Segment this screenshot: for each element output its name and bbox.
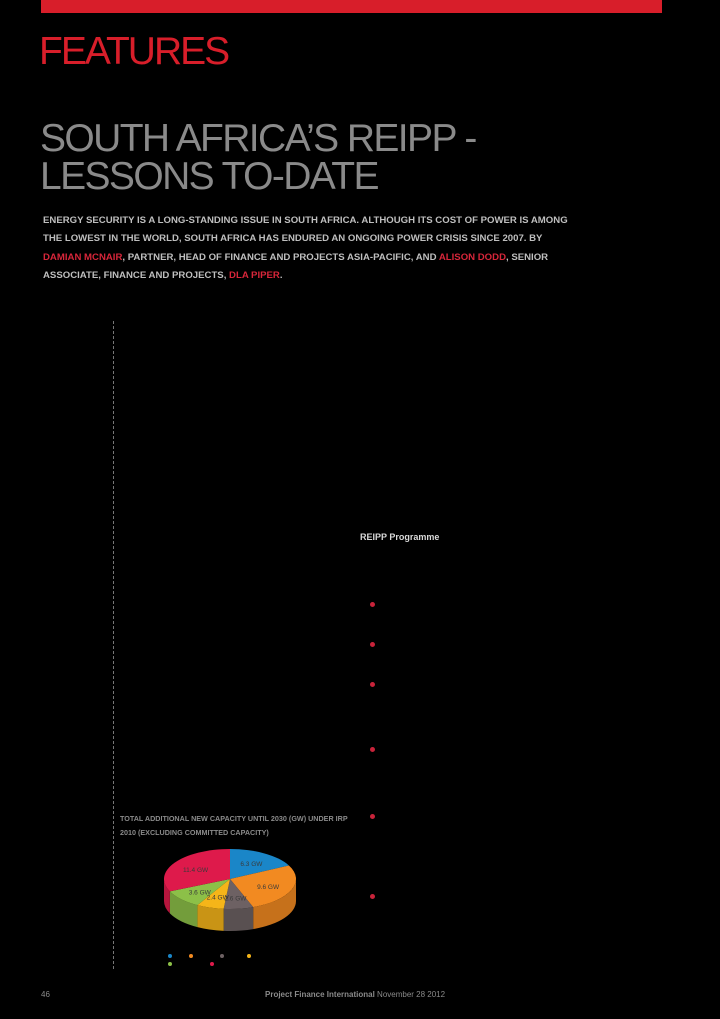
headline-line-2: LESSONS TO-DATE (40, 155, 378, 198)
pie-slice-label: 11.4 GW (183, 866, 209, 874)
legend-swatch (168, 962, 172, 966)
bullet-point (370, 682, 375, 687)
pie-slice-side (224, 907, 254, 931)
pie-slice-label: 9.6 GW (257, 883, 280, 891)
bullet-point (370, 747, 375, 752)
publication-date: November 28 2012 (374, 990, 446, 999)
capacity-pie-chart (160, 843, 305, 938)
pie-slice-label: 2.6 GW (224, 895, 247, 903)
standfirst (43, 212, 583, 285)
chart-title: TOTAL ADDITIONAL NEW CAPACITY UNTIL 2030 (GW) UNDER IRP 2010 (EXCLUDING COMMITTED CAPACITY) (120, 814, 348, 837)
pie-slice-label: 6.3 GW (240, 861, 263, 869)
pie-slice-label: 3.6 GW (188, 889, 211, 897)
legend-swatch (168, 954, 172, 958)
publication-credit (265, 990, 445, 999)
standfirst-text-3: , SENIOR ASSOCIATE, FINANCE AND PROJECTS, (43, 251, 549, 281)
standfirst-text-2: , PARTNER, HEAD OF FINANCE AND PROJECTS ASIA-PACIFIC, AND (122, 251, 439, 263)
headline-line-1: SOUTH AFRICA’S REIPP - (40, 117, 476, 160)
section-label: FEATURES (39, 30, 229, 73)
page-number: 46 (41, 990, 50, 999)
legend-swatch (189, 954, 193, 958)
article-headline (40, 117, 600, 198)
bullet-point (370, 642, 375, 647)
author-2: ALISON DODD (438, 251, 506, 263)
publication-name: Project Finance International (265, 990, 375, 999)
box-title: REIPP Programme (360, 532, 440, 542)
bullet-point (370, 894, 375, 899)
author-1: DAMIAN MCNAIR (43, 251, 123, 263)
bullet-point (370, 602, 375, 607)
legend-swatch (247, 954, 251, 958)
legend-swatch (220, 954, 224, 958)
column-divider (113, 321, 114, 969)
law-firm: DLA PIPER (229, 269, 280, 281)
bullet-point (370, 814, 375, 819)
pie-slice-label: 2.4 GW (206, 894, 229, 902)
top-accent-bar (41, 0, 662, 13)
legend-swatch (210, 962, 214, 966)
standfirst-text-1: ENERGY SECURITY IS A LONG-STANDING ISSUE IN SOUTH AFRICA. ALTHOUGH ITS COST OF POWER IS AMONG THE LOWEST IN THE WORLD, SOUTH AFRICA HAS ENDURED AN ONGOING POWER CRISIS SINCE 2007. BY (43, 215, 568, 245)
pie-slice-side (197, 905, 223, 931)
standfirst-text-4: . (279, 269, 283, 281)
